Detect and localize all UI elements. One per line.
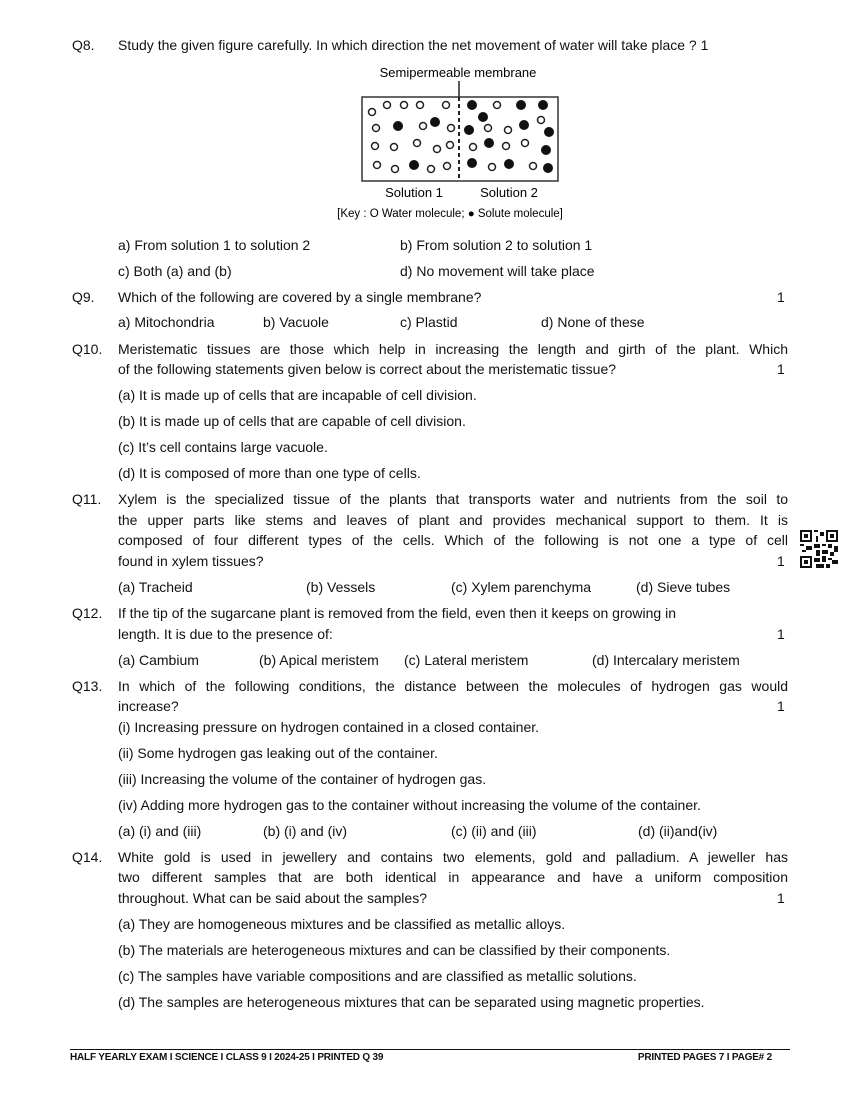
q8-option-b: b) From solution 2 to solution 1 xyxy=(400,237,593,253)
q9-option-a: a) Mitochondria xyxy=(118,314,215,330)
q11-marks: 1 xyxy=(777,553,785,569)
q9-option-b: b) Vacuole xyxy=(263,314,329,330)
q10-text-line: Meristematic tissues are those which help in increasing the length and girth of the plant. Which xyxy=(118,341,788,357)
footer-page-info: PRINTED PAGES 7 I PAGE# 2 xyxy=(637,1052,772,1063)
q13-statement: (iv) Adding more hydrogen gas to the container without increasing the volume of the container. xyxy=(118,797,701,813)
q11-option-b: (b) Vessels xyxy=(306,579,376,595)
q13-number: Q13. xyxy=(72,678,103,694)
q11-text-line: composed of four different types of the cells. Which of the following is not one a type of cell xyxy=(118,532,788,548)
q11-text-line: found in xylem tissues? xyxy=(118,553,264,569)
q13-text-line: increase? xyxy=(118,698,179,714)
q14-text-line: White gold is used in jewellery and contains two elements, gold and palladium. A jeweller has xyxy=(118,849,788,865)
q10-option-c: (c) It’s cell contains large vacuole. xyxy=(118,439,328,455)
q10-option-a: (a) It is made up of cells that are incapable of cell division. xyxy=(118,387,477,403)
q11-text-line: Xylem is the specialized tissue of the plants that transports water and nutrients from the soil to xyxy=(118,491,788,507)
q9-number: Q9. xyxy=(72,289,95,305)
q14-text-line: two different samples that are both identical in appearance and have a uniform composition xyxy=(118,869,788,885)
q9-text: Which of the following are covered by a single membrane? xyxy=(118,289,482,305)
q11-number: Q11. xyxy=(72,491,102,507)
membrane-label: Semipermeable membrane xyxy=(379,65,537,80)
q14-option-c: (c) The samples have variable compositions and are classified as metallic solutions. xyxy=(118,968,637,984)
q13-statement: (i) Increasing pressure on hydrogen contained in a closed container. xyxy=(118,719,540,735)
q12-text-line: If the tip of the sugarcane plant is removed from the field, even then it keeps on growing in xyxy=(118,605,676,621)
q10-marks: 1 xyxy=(777,361,785,377)
q13-statement: (ii) Some hydrogen gas leaking out of the container. xyxy=(118,745,438,761)
q12-option-d: (d) Intercalary meristem xyxy=(592,652,740,668)
q14-text-line: throughout. What can be said about the samples? xyxy=(118,890,427,906)
q11-option-c: (c) Xylem parenchyma xyxy=(451,579,592,595)
q12-option-b: (b) Apical meristem xyxy=(259,652,379,668)
q8-option-c: c) Both (a) and (b) xyxy=(118,263,232,279)
q8-text: Study the given figure carefully. In which direction the net movement of water will take place ? 1 xyxy=(118,37,709,53)
q13-marks: 1 xyxy=(777,698,785,714)
q12-text-line: length. It is due to the presence of: xyxy=(118,626,333,642)
q11-text-line: the upper parts like stems and leaves of plant and provides mechanical support to them. It is xyxy=(118,512,788,528)
q10-text-line: of the following statements given below is correct about the meristematic tissue? xyxy=(118,361,617,377)
q13-option-d: (d) (ii)and(iv) xyxy=(638,823,718,839)
q9-option-d: d) None of these xyxy=(541,314,645,330)
solution1-label: Solution 1 xyxy=(385,185,443,200)
q13-option-c: (c) (ii) and (iii) xyxy=(451,823,537,839)
q11-option-a: (a) Tracheid xyxy=(118,579,193,595)
solute-molecules xyxy=(393,100,554,173)
footer-exam-info: HALF YEARLY EXAM I SCIENCE I CLASS 9 I 2024-25 I PRINTED Q 39 xyxy=(70,1052,384,1063)
q12-option-a: (a) Cambium xyxy=(118,652,199,668)
solution2-label: Solution 2 xyxy=(480,185,538,200)
q11-option-d: (d) Sieve tubes xyxy=(636,579,731,595)
figure-key: [Key : O Water molecule; ● Solute molecule] xyxy=(337,208,563,220)
q10-number: Q10. xyxy=(72,341,103,357)
osmosis-figure xyxy=(300,60,600,225)
q12-marks: 1 xyxy=(777,626,785,642)
q14-marks: 1 xyxy=(777,890,785,906)
q8-option-d: d) No movement will take place xyxy=(400,263,595,279)
q12-number: Q12. xyxy=(72,605,103,621)
q13-option-a: (a) (i) and (iii) xyxy=(118,823,202,839)
qr-code xyxy=(800,530,838,568)
q13-option-b: (b) (i) and (iv) xyxy=(263,823,348,839)
q10-option-b: (b) It is made up of cells that are capable of cell division. xyxy=(118,413,466,429)
water-molecules xyxy=(369,102,545,173)
q14-option-b: (b) The materials are heterogeneous mixtures and can be classified by their components. xyxy=(118,942,671,958)
q13-statement: (iii) Increasing the volume of the container of hydrogen gas. xyxy=(118,771,487,787)
q9-option-c: c) Plastid xyxy=(400,314,458,330)
q14-option-d: (d) The samples are heterogeneous mixtures that can be separated using magnetic properties. xyxy=(118,994,705,1010)
q14-number: Q14. xyxy=(72,849,103,865)
q9-marks: 1 xyxy=(777,289,785,305)
footer-divider xyxy=(70,1049,790,1050)
q14-option-a: (a) They are homogeneous mixtures and be classified as metallic alloys. xyxy=(118,916,566,932)
q12-option-c: (c) Lateral meristem xyxy=(404,652,529,668)
q13-text-line: In which of the following conditions, the distance between the molecules of hydrogen gas would xyxy=(118,678,788,694)
q8-option-a: a) From solution 1 to solution 2 xyxy=(118,237,311,253)
q8-number: Q8. xyxy=(72,37,95,53)
q10-option-d: (d) It is composed of more than one type of cells. xyxy=(118,465,421,481)
